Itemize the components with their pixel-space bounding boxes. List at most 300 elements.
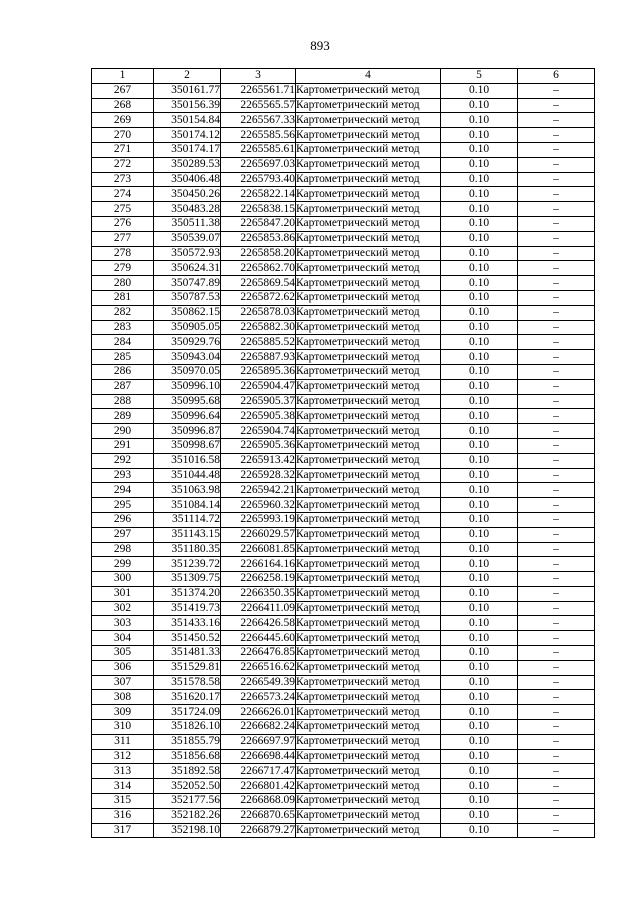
description-cell: – bbox=[518, 572, 595, 587]
point-number-cell: 275 bbox=[92, 202, 154, 217]
accuracy-cell: 0.10 bbox=[441, 98, 518, 113]
description-cell: – bbox=[518, 276, 595, 291]
description-cell: – bbox=[518, 157, 595, 172]
x-coordinate-cell: 351239.72 bbox=[154, 557, 221, 572]
description-cell: – bbox=[518, 616, 595, 631]
y-coordinate-cell: 2265905.36 bbox=[221, 438, 296, 453]
accuracy-cell: 0.10 bbox=[441, 231, 518, 246]
description-cell: – bbox=[518, 187, 595, 202]
accuracy-cell: 0.10 bbox=[441, 379, 518, 394]
point-number-cell: 303 bbox=[92, 616, 154, 631]
method-cell: Картометрический метод bbox=[296, 616, 441, 631]
point-number-cell: 282 bbox=[92, 305, 154, 320]
y-coordinate-cell: 2265862.70 bbox=[221, 261, 296, 276]
y-coordinate-cell: 2265822.14 bbox=[221, 187, 296, 202]
y-coordinate-cell: 2265960.32 bbox=[221, 498, 296, 513]
x-coordinate-cell: 350996.64 bbox=[154, 409, 221, 424]
accuracy-cell: 0.10 bbox=[441, 335, 518, 350]
y-coordinate-cell: 2266573.24 bbox=[221, 690, 296, 705]
method-cell: Картометрический метод bbox=[296, 794, 441, 809]
y-coordinate-cell: 2265697.03 bbox=[221, 157, 296, 172]
description-cell: – bbox=[518, 261, 595, 276]
table-row bbox=[92, 276, 595, 291]
point-number-cell: 297 bbox=[92, 527, 154, 542]
description-cell: – bbox=[518, 779, 595, 794]
accuracy-cell: 0.10 bbox=[441, 113, 518, 128]
method-cell: Картометрический метод bbox=[296, 379, 441, 394]
method-cell: Картометрический метод bbox=[296, 216, 441, 231]
accuracy-cell: 0.10 bbox=[441, 246, 518, 261]
x-coordinate-cell: 350998.67 bbox=[154, 438, 221, 453]
accuracy-cell: 0.10 bbox=[441, 128, 518, 143]
header-col-3: 3 bbox=[221, 69, 296, 84]
table-row bbox=[92, 586, 595, 601]
y-coordinate-cell: 2266476.85 bbox=[221, 646, 296, 661]
table-row bbox=[92, 187, 595, 202]
accuracy-cell: 0.10 bbox=[441, 320, 518, 335]
point-number-cell: 271 bbox=[92, 142, 154, 157]
accuracy-cell: 0.10 bbox=[441, 823, 518, 838]
point-number-cell: 281 bbox=[92, 290, 154, 305]
point-number-cell: 300 bbox=[92, 572, 154, 587]
description-cell: – bbox=[518, 660, 595, 675]
table-row bbox=[92, 631, 595, 646]
x-coordinate-cell: 350747.89 bbox=[154, 276, 221, 291]
y-coordinate-cell: 2266801.42 bbox=[221, 779, 296, 794]
x-coordinate-cell: 350154.84 bbox=[154, 113, 221, 128]
table-row bbox=[92, 764, 595, 779]
x-coordinate-cell: 351143.15 bbox=[154, 527, 221, 542]
description-cell: – bbox=[518, 468, 595, 483]
method-cell: Картометрический метод bbox=[296, 98, 441, 113]
table-row bbox=[92, 394, 595, 409]
point-number-cell: 287 bbox=[92, 379, 154, 394]
x-coordinate-cell: 350539.07 bbox=[154, 231, 221, 246]
method-cell: Картометрический метод bbox=[296, 320, 441, 335]
method-cell: Картометрический метод bbox=[296, 276, 441, 291]
description-cell: – bbox=[518, 231, 595, 246]
method-cell: Картометрический метод bbox=[296, 231, 441, 246]
y-coordinate-cell: 2265882.30 bbox=[221, 320, 296, 335]
accuracy-cell: 0.10 bbox=[441, 350, 518, 365]
y-coordinate-cell: 2265869.54 bbox=[221, 276, 296, 291]
x-coordinate-cell: 351855.79 bbox=[154, 734, 221, 749]
point-number-cell: 272 bbox=[92, 157, 154, 172]
description-cell: – bbox=[518, 246, 595, 261]
y-coordinate-cell: 2266081.85 bbox=[221, 542, 296, 557]
y-coordinate-cell: 2265567.33 bbox=[221, 113, 296, 128]
y-coordinate-cell: 2265585.56 bbox=[221, 128, 296, 143]
accuracy-cell: 0.10 bbox=[441, 764, 518, 779]
description-cell: – bbox=[518, 335, 595, 350]
method-cell: Картометрический метод bbox=[296, 779, 441, 794]
point-number-cell: 274 bbox=[92, 187, 154, 202]
accuracy-cell: 0.10 bbox=[441, 675, 518, 690]
x-coordinate-cell: 351578.58 bbox=[154, 675, 221, 690]
accuracy-cell: 0.10 bbox=[441, 483, 518, 498]
x-coordinate-cell: 351529.81 bbox=[154, 660, 221, 675]
description-cell: – bbox=[518, 557, 595, 572]
description-cell: – bbox=[518, 453, 595, 468]
point-number-cell: 280 bbox=[92, 276, 154, 291]
table-row bbox=[92, 779, 595, 794]
description-cell: – bbox=[518, 83, 595, 98]
table-row bbox=[92, 128, 595, 143]
x-coordinate-cell: 350787.53 bbox=[154, 290, 221, 305]
y-coordinate-cell: 2265838.15 bbox=[221, 202, 296, 217]
y-coordinate-cell: 2266626.01 bbox=[221, 705, 296, 720]
method-cell: Картометрический метод bbox=[296, 350, 441, 365]
x-coordinate-cell: 351856.68 bbox=[154, 749, 221, 764]
method-cell: Картометрический метод bbox=[296, 498, 441, 513]
table-row bbox=[92, 808, 595, 823]
x-coordinate-cell: 351433.16 bbox=[154, 616, 221, 631]
method-cell: Картометрический метод bbox=[296, 586, 441, 601]
x-coordinate-cell: 350905.05 bbox=[154, 320, 221, 335]
method-cell: Картометрический метод bbox=[296, 83, 441, 98]
point-number-cell: 296 bbox=[92, 512, 154, 527]
method-cell: Картометрический метод bbox=[296, 142, 441, 157]
x-coordinate-cell: 350996.10 bbox=[154, 379, 221, 394]
y-coordinate-cell: 2265872.62 bbox=[221, 290, 296, 305]
description-cell: – bbox=[518, 646, 595, 661]
y-coordinate-cell: 2265847.20 bbox=[221, 216, 296, 231]
accuracy-cell: 0.10 bbox=[441, 409, 518, 424]
point-number-cell: 269 bbox=[92, 113, 154, 128]
method-cell: Картометрический метод bbox=[296, 202, 441, 217]
accuracy-cell: 0.10 bbox=[441, 572, 518, 587]
y-coordinate-cell: 2265565.57 bbox=[221, 98, 296, 113]
point-number-cell: 289 bbox=[92, 409, 154, 424]
point-number-cell: 292 bbox=[92, 453, 154, 468]
table-row bbox=[92, 157, 595, 172]
x-coordinate-cell: 351063.98 bbox=[154, 483, 221, 498]
description-cell: – bbox=[518, 216, 595, 231]
method-cell: Картометрический метод bbox=[296, 335, 441, 350]
table-row bbox=[92, 616, 595, 631]
y-coordinate-cell: 2265905.38 bbox=[221, 409, 296, 424]
description-cell: – bbox=[518, 631, 595, 646]
x-coordinate-cell: 352177.56 bbox=[154, 794, 221, 809]
table-row bbox=[92, 749, 595, 764]
description-cell: – bbox=[518, 794, 595, 809]
point-number-cell: 270 bbox=[92, 128, 154, 143]
accuracy-cell: 0.10 bbox=[441, 276, 518, 291]
header-col-4: 4 bbox=[296, 69, 441, 84]
y-coordinate-cell: 2266516.62 bbox=[221, 660, 296, 675]
table-row bbox=[92, 794, 595, 809]
point-number-cell: 286 bbox=[92, 364, 154, 379]
method-cell: Картометрический метод bbox=[296, 823, 441, 838]
accuracy-cell: 0.10 bbox=[441, 734, 518, 749]
table-row bbox=[92, 83, 595, 98]
description-cell: – bbox=[518, 172, 595, 187]
accuracy-cell: 0.10 bbox=[441, 586, 518, 601]
point-number-cell: 317 bbox=[92, 823, 154, 838]
point-number-cell: 301 bbox=[92, 586, 154, 601]
accuracy-cell: 0.10 bbox=[441, 690, 518, 705]
point-number-cell: 273 bbox=[92, 172, 154, 187]
table-row bbox=[92, 468, 595, 483]
x-coordinate-cell: 350450.26 bbox=[154, 187, 221, 202]
table-row bbox=[92, 675, 595, 690]
page-number: 893 bbox=[310, 38, 330, 53]
description-cell: – bbox=[518, 142, 595, 157]
point-number-cell: 285 bbox=[92, 350, 154, 365]
accuracy-cell: 0.10 bbox=[441, 290, 518, 305]
x-coordinate-cell: 351374.20 bbox=[154, 586, 221, 601]
description-cell: – bbox=[518, 498, 595, 513]
point-number-cell: 316 bbox=[92, 808, 154, 823]
y-coordinate-cell: 2266682.24 bbox=[221, 720, 296, 735]
table-row bbox=[92, 231, 595, 246]
table-row bbox=[92, 216, 595, 231]
y-coordinate-cell: 2266029.57 bbox=[221, 527, 296, 542]
x-coordinate-cell: 350943.04 bbox=[154, 350, 221, 365]
description-cell: – bbox=[518, 364, 595, 379]
y-coordinate-cell: 2266445.60 bbox=[221, 631, 296, 646]
point-number-cell: 299 bbox=[92, 557, 154, 572]
accuracy-cell: 0.10 bbox=[441, 424, 518, 439]
description-cell: – bbox=[518, 290, 595, 305]
x-coordinate-cell: 350995.68 bbox=[154, 394, 221, 409]
accuracy-cell: 0.10 bbox=[441, 498, 518, 513]
method-cell: Картометрический метод bbox=[296, 290, 441, 305]
table-row bbox=[92, 142, 595, 157]
accuracy-cell: 0.10 bbox=[441, 808, 518, 823]
x-coordinate-cell: 350572.93 bbox=[154, 246, 221, 261]
y-coordinate-cell: 2265561.71 bbox=[221, 83, 296, 98]
table-row bbox=[92, 364, 595, 379]
table-row bbox=[92, 557, 595, 572]
method-cell: Картометрический метод bbox=[296, 764, 441, 779]
x-coordinate-cell: 351309.75 bbox=[154, 572, 221, 587]
description-cell: – bbox=[518, 601, 595, 616]
y-coordinate-cell: 2266879.27 bbox=[221, 823, 296, 838]
table-row bbox=[92, 113, 595, 128]
point-number-cell: 310 bbox=[92, 720, 154, 735]
x-coordinate-cell: 352182.26 bbox=[154, 808, 221, 823]
point-number-cell: 306 bbox=[92, 660, 154, 675]
accuracy-cell: 0.10 bbox=[441, 557, 518, 572]
method-cell: Картометрический метод bbox=[296, 646, 441, 661]
method-cell: Картометрический метод bbox=[296, 394, 441, 409]
y-coordinate-cell: 2266164.16 bbox=[221, 557, 296, 572]
table-row bbox=[92, 498, 595, 513]
table-row bbox=[92, 542, 595, 557]
method-cell: Картометрический метод bbox=[296, 261, 441, 276]
x-coordinate-cell: 351084.14 bbox=[154, 498, 221, 513]
point-number-cell: 302 bbox=[92, 601, 154, 616]
table-row bbox=[92, 424, 595, 439]
point-number-cell: 276 bbox=[92, 216, 154, 231]
method-cell: Картометрический метод bbox=[296, 483, 441, 498]
point-number-cell: 309 bbox=[92, 705, 154, 720]
y-coordinate-cell: 2266411.09 bbox=[221, 601, 296, 616]
method-cell: Картометрический метод bbox=[296, 453, 441, 468]
y-coordinate-cell: 2265887.93 bbox=[221, 350, 296, 365]
table-row bbox=[92, 720, 595, 735]
method-cell: Картометрический метод bbox=[296, 734, 441, 749]
description-cell: – bbox=[518, 512, 595, 527]
x-coordinate-cell: 350624.31 bbox=[154, 261, 221, 276]
point-number-cell: 277 bbox=[92, 231, 154, 246]
y-coordinate-cell: 2266350.35 bbox=[221, 586, 296, 601]
x-coordinate-cell: 351826.10 bbox=[154, 720, 221, 735]
table-row bbox=[92, 335, 595, 350]
y-coordinate-cell: 2266426.58 bbox=[221, 616, 296, 631]
description-cell: – bbox=[518, 305, 595, 320]
x-coordinate-cell: 350174.12 bbox=[154, 128, 221, 143]
y-coordinate-cell: 2265904.74 bbox=[221, 424, 296, 439]
table-row bbox=[92, 734, 595, 749]
description-cell: – bbox=[518, 705, 595, 720]
x-coordinate-cell: 350862.15 bbox=[154, 305, 221, 320]
method-cell: Картометрический метод bbox=[296, 128, 441, 143]
table-row bbox=[92, 690, 595, 705]
x-coordinate-cell: 351016.58 bbox=[154, 453, 221, 468]
description-cell: – bbox=[518, 675, 595, 690]
y-coordinate-cell: 2266868.09 bbox=[221, 794, 296, 809]
table-row bbox=[92, 98, 595, 113]
x-coordinate-cell: 350289.53 bbox=[154, 157, 221, 172]
x-coordinate-cell: 350406.48 bbox=[154, 172, 221, 187]
y-coordinate-cell: 2265928.32 bbox=[221, 468, 296, 483]
accuracy-cell: 0.10 bbox=[441, 187, 518, 202]
y-coordinate-cell: 2266870.65 bbox=[221, 808, 296, 823]
accuracy-cell: 0.10 bbox=[441, 705, 518, 720]
header-col-1: 1 bbox=[92, 69, 154, 84]
method-cell: Картометрический метод bbox=[296, 808, 441, 823]
description-cell: – bbox=[518, 202, 595, 217]
y-coordinate-cell: 2265878.03 bbox=[221, 305, 296, 320]
table-row bbox=[92, 202, 595, 217]
point-number-cell: 305 bbox=[92, 646, 154, 661]
x-coordinate-cell: 351450.52 bbox=[154, 631, 221, 646]
method-cell: Картометрический метод bbox=[296, 512, 441, 527]
point-number-cell: 290 bbox=[92, 424, 154, 439]
method-cell: Картометрический метод bbox=[296, 468, 441, 483]
y-coordinate-cell: 2265793.40 bbox=[221, 172, 296, 187]
point-number-cell: 311 bbox=[92, 734, 154, 749]
table-row bbox=[92, 320, 595, 335]
table-row bbox=[92, 660, 595, 675]
description-cell: – bbox=[518, 542, 595, 557]
header-col-5: 5 bbox=[441, 69, 518, 84]
coordinates-table bbox=[91, 68, 595, 838]
table-row bbox=[92, 483, 595, 498]
method-cell: Картометрический метод bbox=[296, 720, 441, 735]
y-coordinate-cell: 2266698.44 bbox=[221, 749, 296, 764]
accuracy-cell: 0.10 bbox=[441, 720, 518, 735]
table-row bbox=[92, 601, 595, 616]
table-row bbox=[92, 572, 595, 587]
table-row bbox=[92, 438, 595, 453]
point-number-cell: 295 bbox=[92, 498, 154, 513]
point-number-cell: 268 bbox=[92, 98, 154, 113]
y-coordinate-cell: 2266717.47 bbox=[221, 764, 296, 779]
header-col-2: 2 bbox=[154, 69, 221, 84]
accuracy-cell: 0.10 bbox=[441, 305, 518, 320]
point-number-cell: 312 bbox=[92, 749, 154, 764]
accuracy-cell: 0.10 bbox=[441, 779, 518, 794]
description-cell: – bbox=[518, 749, 595, 764]
method-cell: Картометрический метод bbox=[296, 305, 441, 320]
x-coordinate-cell: 352052.50 bbox=[154, 779, 221, 794]
point-number-cell: 293 bbox=[92, 468, 154, 483]
accuracy-cell: 0.10 bbox=[441, 512, 518, 527]
y-coordinate-cell: 2265904.47 bbox=[221, 379, 296, 394]
x-coordinate-cell: 350483.28 bbox=[154, 202, 221, 217]
y-coordinate-cell: 2266549.39 bbox=[221, 675, 296, 690]
x-coordinate-cell: 350929.76 bbox=[154, 335, 221, 350]
point-number-cell: 294 bbox=[92, 483, 154, 498]
x-coordinate-cell: 351419.73 bbox=[154, 601, 221, 616]
accuracy-cell: 0.10 bbox=[441, 142, 518, 157]
x-coordinate-cell: 351180.35 bbox=[154, 542, 221, 557]
y-coordinate-cell: 2265585.61 bbox=[221, 142, 296, 157]
y-coordinate-cell: 2265853.86 bbox=[221, 231, 296, 246]
table-header-row bbox=[92, 69, 595, 84]
point-number-cell: 304 bbox=[92, 631, 154, 646]
point-number-cell: 279 bbox=[92, 261, 154, 276]
method-cell: Картометрический метод bbox=[296, 690, 441, 705]
table-row bbox=[92, 172, 595, 187]
method-cell: Картометрический метод bbox=[296, 438, 441, 453]
point-number-cell: 284 bbox=[92, 335, 154, 350]
accuracy-cell: 0.10 bbox=[441, 172, 518, 187]
y-coordinate-cell: 2265905.37 bbox=[221, 394, 296, 409]
accuracy-cell: 0.10 bbox=[441, 646, 518, 661]
x-coordinate-cell: 351892.58 bbox=[154, 764, 221, 779]
y-coordinate-cell: 2265858.20 bbox=[221, 246, 296, 261]
description-cell: – bbox=[518, 764, 595, 779]
method-cell: Картометрический метод bbox=[296, 527, 441, 542]
point-number-cell: 278 bbox=[92, 246, 154, 261]
table-row bbox=[92, 409, 595, 424]
method-cell: Картометрический метод bbox=[296, 409, 441, 424]
description-cell: – bbox=[518, 690, 595, 705]
method-cell: Картометрический метод bbox=[296, 631, 441, 646]
y-coordinate-cell: 2266697.97 bbox=[221, 734, 296, 749]
accuracy-cell: 0.10 bbox=[441, 616, 518, 631]
description-cell: – bbox=[518, 409, 595, 424]
method-cell: Картометрический метод bbox=[296, 557, 441, 572]
point-number-cell: 291 bbox=[92, 438, 154, 453]
description-cell: – bbox=[518, 98, 595, 113]
accuracy-cell: 0.10 bbox=[441, 261, 518, 276]
method-cell: Картометрический метод bbox=[296, 364, 441, 379]
accuracy-cell: 0.10 bbox=[441, 394, 518, 409]
accuracy-cell: 0.10 bbox=[441, 749, 518, 764]
accuracy-cell: 0.10 bbox=[441, 83, 518, 98]
method-cell: Картометрический метод bbox=[296, 572, 441, 587]
y-coordinate-cell: 2265913.42 bbox=[221, 453, 296, 468]
point-number-cell: 308 bbox=[92, 690, 154, 705]
method-cell: Картометрический метод bbox=[296, 113, 441, 128]
y-coordinate-cell: 2265993.19 bbox=[221, 512, 296, 527]
accuracy-cell: 0.10 bbox=[441, 438, 518, 453]
table-row bbox=[92, 823, 595, 838]
description-cell: – bbox=[518, 527, 595, 542]
accuracy-cell: 0.10 bbox=[441, 453, 518, 468]
point-number-cell: 283 bbox=[92, 320, 154, 335]
table-row bbox=[92, 261, 595, 276]
method-cell: Картометрический метод bbox=[296, 187, 441, 202]
method-cell: Картометрический метод bbox=[296, 675, 441, 690]
description-cell: – bbox=[518, 438, 595, 453]
accuracy-cell: 0.10 bbox=[441, 157, 518, 172]
